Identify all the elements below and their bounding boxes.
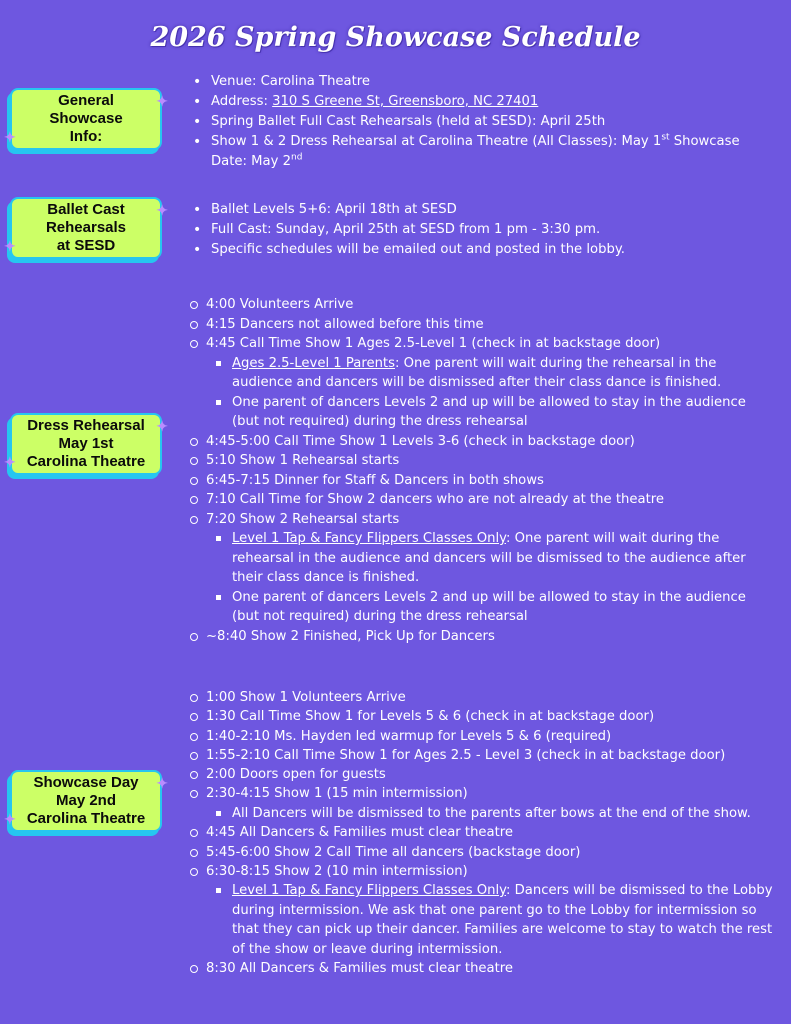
- list-item: • Specific schedules will be emailed out and posted in the lobby.: [193, 240, 773, 260]
- tag-line: May 1st: [58, 435, 114, 452]
- sparkle-icon: ✦: [4, 129, 16, 145]
- schedule-item: 7:10 Call Time for Show 2 dancers who are not already at the theatre: [190, 490, 775, 510]
- showcase-day-schedule: [190, 688, 775, 978]
- dress-rehearsal-schedule: [190, 295, 775, 646]
- tag-line: Carolina Theatre: [26, 453, 146, 470]
- schedule-item: 8:30 All Dancers & Families must clear theatre: [190, 959, 775, 978]
- sparkle-icon: ✦: [4, 454, 16, 470]
- schedule-item: 1:30 Call Time Show 1 for Levels 5 & 6 (check in at backstage door): [190, 707, 775, 726]
- tag-line: Showcase: [49, 110, 123, 127]
- sparkle-icon: ✦: [156, 775, 168, 791]
- schedule-item: 1:00 Show 1 Volunteers Arrive: [190, 688, 775, 707]
- tag-line: Carolina Theatre: [26, 810, 146, 827]
- schedule-item: 4:15 Dancers not allowed before this time: [190, 315, 775, 335]
- address-link[interactable]: 310 S Greene St, Greensboro, NC 27401: [272, 94, 539, 109]
- tag-line: Info:: [69, 128, 103, 145]
- sub-item: Level 1 Tap & Fancy Flippers Classes Only: Dancers will be dismissed to the Lobby during intermission. We ask that one parent go to the Lobby for intermission so that they can pick up their dancer. Families are welcome to stay to watch the rest of the show or leave during intermission.: [216, 881, 775, 959]
- schedule-item: ~8:40 Show 2 Finished, Pick Up for Dancers: [190, 627, 775, 647]
- ballet-rehearsals-list: [193, 200, 773, 260]
- sparkle-icon: ✦: [156, 418, 168, 434]
- dress-rehearsal-tag: [4, 413, 168, 475]
- tag-line: at SESD: [56, 237, 116, 254]
- list-item: • Full Cast: Sunday, April 25th at SESD from 1 pm - 3:30 pm.: [193, 220, 773, 240]
- schedule-item: 2:00 Doors open for guests: [190, 765, 775, 784]
- sub-item: All Dancers will be dismissed to the parents after bows at the end of the show.: [216, 804, 775, 824]
- general-info-list: [193, 72, 773, 172]
- schedule-item: 2:30-4:15 Show 1 (15 min intermission) All Dancers will be dismissed to the parents after bows at the end of the show.: [190, 784, 775, 823]
- schedule-item: 1:40-2:10 Ms. Hayden led warmup for Levels 5 & 6 (required): [190, 727, 775, 746]
- tag-line: Dress Rehearsal: [27, 417, 145, 434]
- schedule-item: 5:45-6:00 Show 2 Call Time all dancers (backstage door): [190, 843, 775, 862]
- list-item: • Spring Ballet Full Cast Rehearsals (held at SESD): April 25th: [193, 112, 773, 132]
- list-item: • Show 1 & 2 Dress Rehearsal at Carolina Theatre (All Classes): May 1st Showcase Date: May 2nd: [193, 132, 773, 172]
- showcase-day-tag: [4, 770, 168, 832]
- sub-item: Ages 2.5-Level 1 Parents: One parent will wait during the rehearsal in the audience and dancers will be dismissed after their class dance is finished.: [216, 354, 775, 393]
- sparkle-icon: ✦: [156, 93, 168, 109]
- sub-item: Level 1 Tap & Fancy Flippers Classes Only: One parent will wait during the rehearsal in the audience and dancers will be dismissed to the audience after their class dance is finished.: [216, 529, 775, 588]
- general-info-tag: [4, 88, 168, 150]
- sub-item: One parent of dancers Levels 2 and up will be allowed to stay in the audience (but not required) during the dress rehearsal: [216, 393, 775, 432]
- list-item: • Venue: Carolina Theatre: [193, 72, 773, 92]
- sub-item: One parent of dancers Levels 2 and up will be allowed to stay in the audience (but not required) during the dress rehearsal: [216, 588, 775, 627]
- schedule-item: 4:00 Volunteers Arrive: [190, 295, 775, 315]
- sparkle-icon: ✦: [156, 202, 168, 218]
- sparkle-icon: ✦: [4, 238, 16, 254]
- list-item: • Ballet Levels 5+6: April 18th at SESD: [193, 200, 773, 220]
- schedule-item: 5:10 Show 1 Rehearsal starts: [190, 451, 775, 471]
- schedule-item: 6:45-7:15 Dinner for Staff & Dancers in both shows: [190, 471, 775, 491]
- schedule-item: 4:45-5:00 Call Time Show 1 Levels 3-6 (check in backstage door): [190, 432, 775, 452]
- schedule-item: 1:55-2:10 Call Time Show 1 for Ages 2.5 - Level 3 (check in at backstage door): [190, 746, 775, 765]
- tag-line: Ballet Cast: [47, 201, 125, 218]
- schedule-item: 7:20 Show 2 Rehearsal starts Level 1 Tap & Fancy Flippers Classes Only: One parent will wait during the rehearsal in the audience and dancers will be dismissed to the audience after their class dance is finished. One parent of dancers Levels 2 and up will be allowed to stay in the audience (but not required) during the dress rehearsal: [190, 510, 775, 627]
- tag-line: May 2nd: [55, 792, 116, 809]
- tag-line: Showcase Day: [33, 774, 139, 791]
- list-item: • Address: 310 S Greene St, Greensboro, NC 27401: [193, 92, 773, 112]
- sparkle-icon: ✦: [4, 811, 16, 827]
- ballet-rehearsals-tag: [4, 197, 168, 259]
- tag-line: General: [58, 92, 114, 109]
- schedule-item: 6:30-8:15 Show 2 (10 min intermission) Level 1 Tap & Fancy Flippers Classes Only: Dancers will be dismissed to the Lobby during intermission. We ask that one parent go to the Lobby for intermission so that they can pick up their dancer. Families are welcome to stay to watch the rest of the show or leave during intermission.: [190, 862, 775, 959]
- schedule-item: 4:45 Call Time Show 1 Ages 2.5-Level 1 (check in at backstage door) Ages 2.5-Level 1 Parents: One parent will wait during the rehearsal in the audience and dancers will be dismissed after their class dance is finished. One parent of dancers Levels 2 and up will be allowed to stay in the audience (but not required) during the dress rehearsal: [190, 334, 775, 432]
- page-title: 2026 Spring Showcase Schedule: [150, 22, 641, 53]
- schedule-item: 4:45 All Dancers & Families must clear theatre: [190, 823, 775, 842]
- tag-line: Rehearsals: [45, 219, 127, 236]
